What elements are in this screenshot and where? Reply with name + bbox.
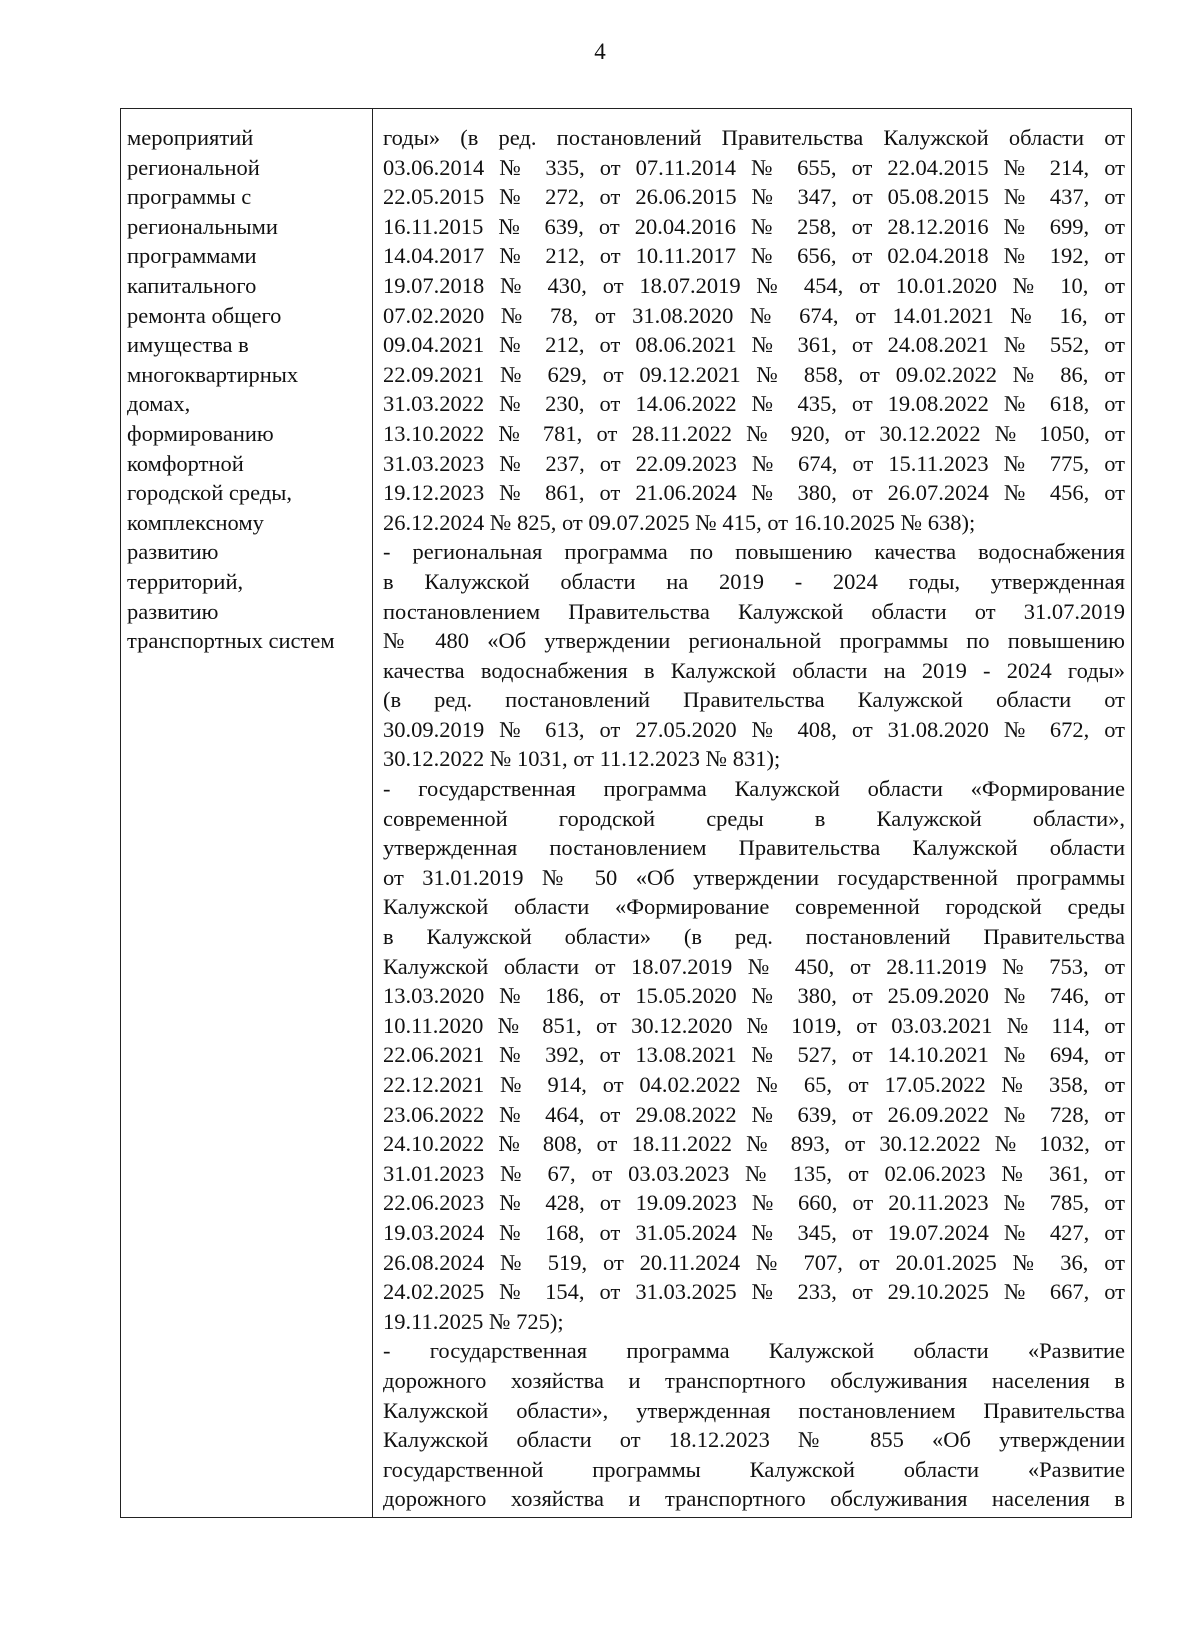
right-column-line: современной городской среды в Калужской области», — [383, 805, 1125, 831]
right-column-line: Калужской области «Формирование современной городской среды — [383, 894, 1125, 920]
right-column-line: годы» (в ред. постановлений Правительства Калужской области от — [383, 125, 1125, 150]
table-left-column — [121, 109, 373, 1517]
right-column-line: дорожного хозяйства и транспортного обслуживания населения в — [383, 1367, 1125, 1393]
left-column-line: ремонта общего — [127, 302, 282, 328]
right-column-line: 09.04.2021 № 212, от 08.06.2021 № 361, от 24.08.2021 № 552, от — [383, 332, 1125, 358]
right-column-line: 19.07.2018 № 430, от 18.07.2019 № 454, от 10.01.2020 № 10, от — [383, 272, 1125, 298]
right-column-line: 07.02.2020 № 78, от 31.08.2020 № 674, от 14.01.2021 № 16, от — [383, 302, 1125, 328]
right-column-line: Калужской области», утвержденная постановлением Правительства — [383, 1397, 1125, 1423]
left-column-line: территорий, — [127, 568, 244, 594]
right-column-line: 19.03.2024 № 168, от 31.05.2024 № 345, от 19.07.2024 № 427, от — [383, 1219, 1125, 1245]
right-column-line: Калужской области от 18.07.2019 № 450, от 28.11.2019 № 753, от — [383, 953, 1125, 979]
right-column-line: 31.03.2023 № 237, от 22.09.2023 № 674, от 15.11.2023 № 775, от — [383, 450, 1125, 476]
page-number: 4 — [594, 39, 606, 64]
left-column-line: региональными — [127, 213, 278, 239]
right-column-line: 10.11.2020 № 851, от 30.12.2020 № 1019, от 03.03.2021 № 114, от — [383, 1012, 1125, 1038]
left-column-line: региональной — [127, 154, 260, 180]
left-column-line: формированию — [127, 420, 274, 446]
right-column-line: 19.12.2023 № 861, от 21.06.2024 № 380, от 26.07.2024 № 456, от — [383, 480, 1125, 506]
right-column-line: № 480 «Об утверждении региональной программы по повышению — [383, 628, 1125, 654]
table-right-column — [373, 109, 1131, 1517]
left-column-line: мероприятий — [127, 125, 254, 150]
right-column-line: Калужской области от 18.12.2023 № 855 «Об утверждении — [383, 1427, 1125, 1453]
right-column-paragraph — [383, 123, 1125, 537]
left-column-line: программы с — [127, 184, 252, 210]
right-column-line: 24.10.2022 № 808, от 18.11.2022 № 893, от 30.12.2022 № 1032, от — [383, 1131, 1125, 1157]
left-column-line: имущества в — [127, 332, 249, 358]
right-column-line: 16.11.2015 № 639, от 20.04.2016 № 258, от 28.12.2016 № 699, от — [383, 213, 1125, 239]
left-column-line: развитию — [127, 539, 219, 565]
right-column-line: 22.06.2021 № 392, от 13.08.2021 № 527, от 14.10.2021 № 694, от — [383, 1042, 1125, 1068]
right-column-line: 31.01.2023 № 67, от 03.03.2023 № 135, от 02.06.2023 № 361, от — [383, 1160, 1125, 1186]
left-column-line: транспортных систем — [127, 628, 335, 654]
right-column-line: 13.03.2020 № 186, от 15.05.2020 № 380, от 25.09.2020 № 746, от — [383, 983, 1125, 1009]
right-column-paragraph — [383, 1336, 1125, 1514]
right-column-line: 03.06.2014 № 335, от 07.11.2014 № 655, от 22.04.2015 № 214, от — [383, 154, 1125, 180]
right-column-line: утвержденная постановлением Правительства Калужской области — [383, 835, 1125, 861]
right-column-paragraph — [383, 537, 1125, 774]
right-column-line: - государственная программа Калужской области «Развитие — [383, 1338, 1125, 1364]
right-column-line: 23.06.2022 № 464, от 29.08.2022 № 639, от 26.09.2022 № 728, от — [383, 1101, 1125, 1127]
right-column-paragraph — [383, 774, 1125, 1336]
right-column-line: 26.12.2024 № 825, от 09.07.2025 № 415, от 16.10.2025 № 638); — [383, 509, 976, 535]
left-column-line: развитию — [127, 598, 219, 624]
left-column-line: комплексному — [127, 509, 264, 535]
right-column-line: 30.12.2022 № 1031, от 11.12.2023 № 831); — [383, 746, 781, 772]
right-column-line: - государственная программа Калужской области «Формирование — [383, 776, 1125, 802]
right-column-line: (в ред. постановлений Правительства Калужской области от — [383, 687, 1125, 713]
document-table — [120, 108, 1132, 1518]
right-column-line: 22.12.2021 № 914, от 04.02.2022 № 65, от 17.05.2022 № 358, от — [383, 1072, 1125, 1097]
right-column-line: 30.09.2019 № 613, от 27.05.2020 № 408, от 31.08.2020 № 672, от — [383, 716, 1125, 742]
right-column-line: от 31.01.2019 № 50 «Об утверждении государственной программы — [383, 864, 1125, 890]
right-column-line: 19.11.2025 № 725); — [383, 1308, 564, 1334]
right-column-line: в Калужской области на 2019 - 2024 годы, утвержденная — [383, 568, 1125, 594]
left-column-line: домах, — [127, 391, 191, 417]
right-column-line: государственной программы Калужской области «Развитие — [383, 1456, 1125, 1482]
right-column-line: 24.02.2025 № 154, от 31.03.2025 № 233, от 29.10.2025 № 667, от — [383, 1279, 1125, 1305]
left-column-line: программами — [127, 243, 257, 269]
left-column-line: комфортной — [127, 450, 244, 476]
right-column-line: 22.05.2015 № 272, от 26.06.2015 № 347, от 05.08.2015 № 437, от — [383, 184, 1125, 210]
right-column-line: 26.08.2024 № 519, от 20.11.2024 № 707, от 20.01.2025 № 36, от — [383, 1249, 1125, 1275]
left-column-line: многоквартирных — [127, 361, 299, 387]
right-column-line: - региональная программа по повышению качества водоснабжения — [383, 539, 1125, 565]
left-column-line: городской среды, — [127, 480, 293, 506]
left-column-line: капитального — [127, 272, 257, 298]
right-column-line: 14.04.2017 № 212, от 10.11.2017 № 656, от 02.04.2018 № 192, от — [383, 243, 1125, 269]
right-column-line: дорожного хозяйства и транспортного обслуживания населения в — [383, 1486, 1125, 1512]
right-column-line: 31.03.2022 № 230, от 14.06.2022 № 435, от 19.08.2022 № 618, от — [383, 391, 1125, 417]
right-column-line: 13.10.2022 № 781, от 28.11.2022 № 920, от 30.12.2022 № 1050, от — [383, 420, 1125, 446]
right-column-line: качества водоснабжения в Калужской области на 2019 - 2024 годы» — [383, 657, 1125, 683]
right-column-line: 22.09.2021 № 629, от 09.12.2021 № 858, от 09.02.2022 № 86, от — [383, 361, 1125, 387]
right-column-line: 22.06.2023 № 428, от 19.09.2023 № 660, от 20.11.2023 № 785, от — [383, 1190, 1125, 1216]
right-column-line: в Калужской области» (в ред. постановлений Правительства — [383, 924, 1125, 950]
right-column-line: постановлением Правительства Калужской области от 31.07.2019 — [383, 598, 1125, 624]
